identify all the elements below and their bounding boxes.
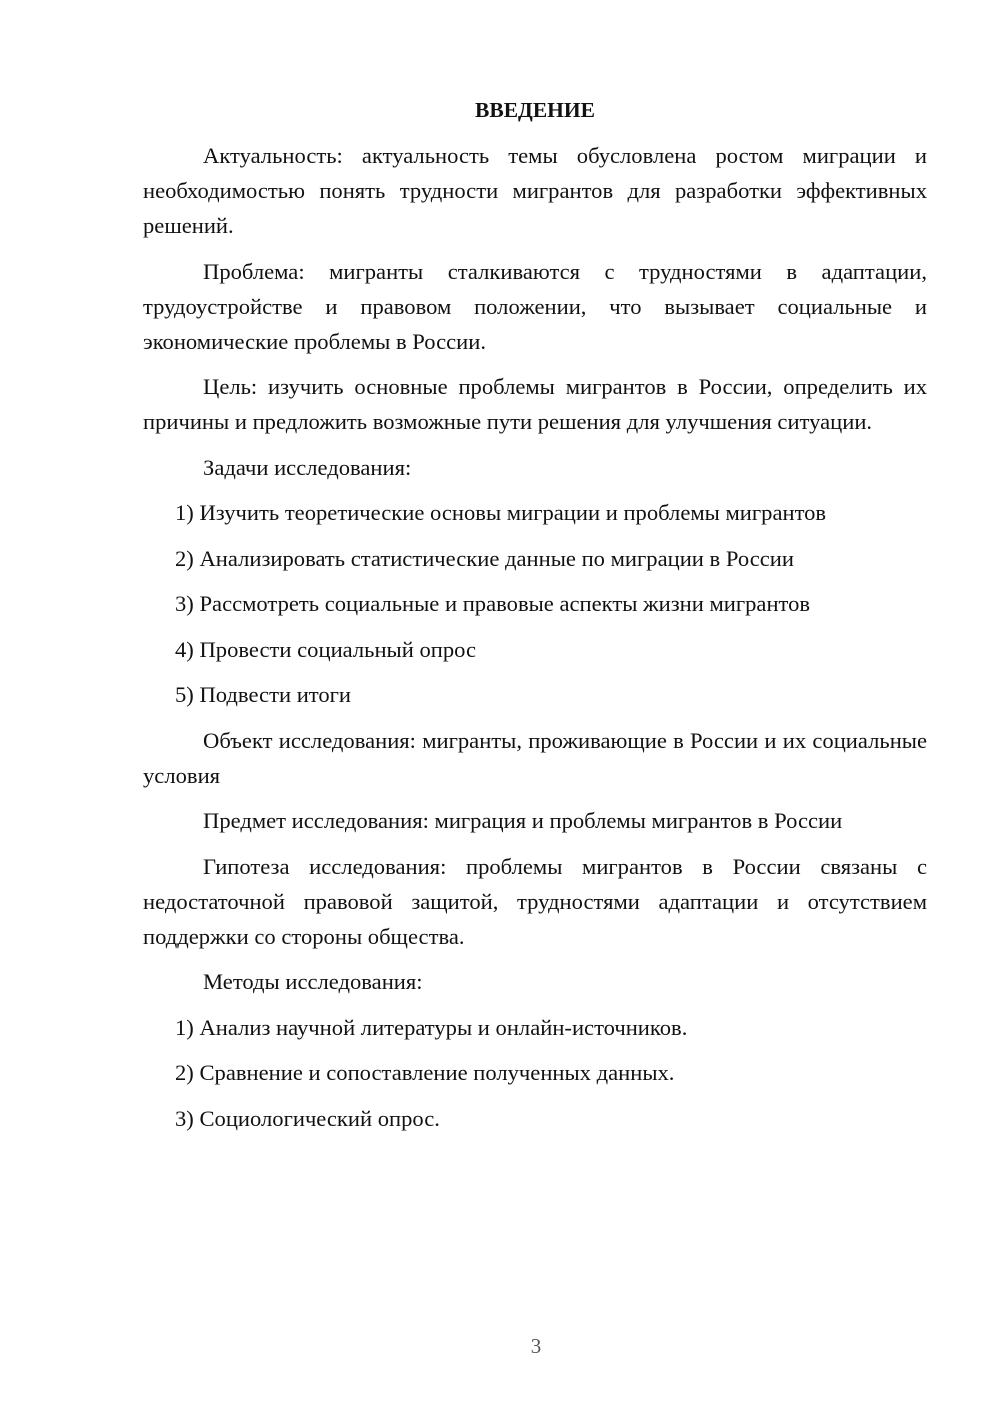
page-content [143,92,927,1146]
task-item: 3) Рассмотреть социальные и правовые аспекты жизни мигрантов [175,591,811,616]
tasks-heading: Задачи исследования: [203,454,412,480]
method-item: 2) Сравнение и сопоставление полученных данных. [175,1060,675,1085]
problem-paragraph: Проблема: мигранты сталкиваются с трудностями в адаптации, трудоустройстве и правовом положении, что вызывает социальные и экономические проблемы в России. [143,258,927,354]
relevance-paragraph: Актуальность: актуальность темы обусловлена ростом миграции и необходимостью понять трудности мигрантов для разработки эффективных решений. [143,143,927,238]
object-paragraph: Объект исследования: мигранты, проживающие в России и их социальные условия [143,727,927,788]
page-title: ВВЕДЕНИЕ [475,98,595,122]
task-item: 4) Провести социальный опрос [175,636,477,662]
page-number: 3 [530,1334,542,1358]
subject-paragraph: Предмет исследования: миграция и проблемы мигрантов в России [203,808,843,833]
task-item: 5) Подвести итоги [175,682,352,707]
task-item: 1) Изучить теоретические основы миграции и проблемы мигрантов [175,500,827,525]
method-item: 1) Анализ научной литературы и онлайн-источников. [175,1014,688,1040]
goal-paragraph: Цель: изучить основные проблемы мигрантов в России, определить их причины и предложить возможные пути решения для улучшения ситуации. [143,374,927,434]
hypothesis-paragraph: Гипотеза исследования: проблемы мигрантов в России связаны с недостаточной правовой защитой, трудностями адаптации и отсутствием поддержки со стороны общества. [143,853,927,949]
methods-heading: Методы исследования: [203,969,423,994]
method-item: 3) Социологический опрос. [175,1105,440,1131]
task-item: 2) Анализировать статистические данные по миграции в России [175,545,794,571]
